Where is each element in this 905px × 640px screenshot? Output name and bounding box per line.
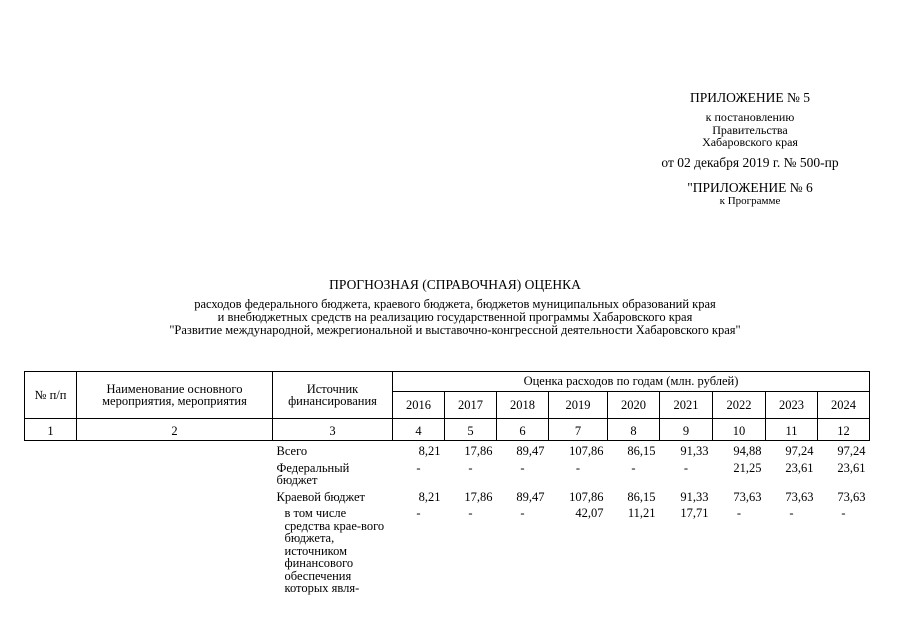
appendix-title: ПРИЛОЖЕНИЕ № 5 (689, 90, 811, 105)
column-number: 5 (445, 419, 497, 441)
header-name: Наименование основного мероприятия, мероприятия (77, 372, 273, 419)
source-cell: Всего (276, 444, 308, 458)
header-year: 2020 (608, 392, 660, 419)
value-cell: - (631, 460, 636, 475)
value-cell: - (468, 460, 473, 475)
appendix-line-3: Хабаровского края (702, 135, 798, 149)
value-cell: - (683, 460, 689, 475)
document-title: ПРОГНОЗНАЯ (СПРАВОЧНАЯ) ОЦЕНКА (329, 277, 581, 292)
value-cell: 86,15 (627, 444, 656, 458)
value-cell: 17,71 (680, 506, 709, 520)
value-cell: 107,86 (569, 444, 604, 458)
value-cell: 8,21 (418, 444, 441, 458)
value-cell: - (736, 506, 742, 520)
column-number: 8 (608, 419, 660, 441)
value-cell: 94,88 (733, 444, 762, 458)
column-number: 3 (273, 419, 393, 441)
header-year: 2016 (393, 392, 445, 419)
value-cell: - (520, 460, 525, 475)
value-cell: 17,86 (464, 489, 493, 504)
value-cell: - (841, 506, 846, 520)
header-year: 2023 (766, 392, 818, 419)
appendix-line-2: Правительства (712, 122, 788, 137)
value-cell: 23,61 (837, 460, 866, 475)
document-subtitle-1: расходов федерального бюджета, краевого бюджета, бюджетов муниципальных образований края (194, 297, 716, 311)
value-cell: 8,21 (418, 489, 441, 504)
value-cell: 86,15 (627, 489, 656, 504)
header-num: № п/п (25, 372, 77, 419)
header-estimate: Оценка расходов по годам (млн. рублей) (393, 372, 870, 392)
column-number: 1 (25, 419, 77, 441)
value-cell: 89,47 (516, 444, 545, 458)
value-cell: 91,33 (680, 489, 709, 504)
appendix-date: от 02 декабря 2019 г. № 500-пр (661, 154, 839, 170)
column-number: 9 (660, 419, 713, 441)
column-number: 12 (818, 419, 870, 441)
value-cell: - (416, 506, 421, 520)
appendix-line-1: к постановлению (705, 110, 795, 124)
value-cell: - (520, 506, 525, 520)
header-year: 2017 (445, 392, 497, 419)
value-cell: 73,63 (837, 489, 866, 504)
column-number: 11 (766, 419, 818, 441)
value-cell: 42,07 (575, 506, 604, 520)
value-cell: 73,63 (785, 489, 814, 504)
document-heading (40, 277, 870, 337)
value-cell: 73,63 (733, 489, 762, 504)
header-year: 2024 (818, 392, 870, 419)
inner-appendix-title: "ПРИЛОЖЕНИЕ № 6 (687, 179, 813, 195)
value-cell: 97,24 (837, 444, 866, 458)
value-cell: 23,61 (785, 460, 814, 475)
table-row (25, 458, 870, 487)
value-cell: 11,21 (627, 506, 656, 520)
appendix-block (620, 90, 880, 207)
value-cell: - (789, 506, 794, 520)
value-cell: - (416, 460, 421, 475)
column-number: 6 (497, 419, 549, 441)
table-row (25, 503, 870, 595)
value-cell: 17,86 (464, 444, 493, 458)
value-cell: 89,47 (516, 489, 545, 504)
column-number: 10 (713, 419, 766, 441)
header-year: 2018 (497, 392, 549, 419)
value-cell: 97,24 (785, 444, 814, 458)
source-cell: Краевой бюджет (276, 489, 365, 504)
column-number: 2 (77, 419, 273, 441)
source-cell: в том числе средства крае-вого бюджета, источником финансового обеспечения которых явля- (284, 506, 385, 595)
value-cell: - (575, 460, 581, 475)
column-number-row (25, 419, 870, 441)
header-year: 2019 (549, 392, 608, 419)
expenditure-table (24, 371, 870, 595)
column-number: 7 (549, 419, 608, 441)
table-row (25, 487, 870, 504)
source-cell: Федеральный бюджет (276, 460, 350, 487)
value-cell: 21,25 (733, 460, 762, 475)
inner-appendix-sub: к Программе (719, 194, 781, 207)
document-subtitle-2: и внебюджетных средств на реализацию государственной программы Хабаровского края (217, 310, 693, 324)
value-cell: 107,86 (569, 489, 604, 504)
header-year: 2021 (660, 392, 713, 419)
value-cell: 91,33 (680, 444, 709, 458)
header-year: 2022 (713, 392, 766, 419)
document-subtitle-3: "Развитие международной, межрегиональной и выставочно-конгрессной деятельности Хабаровского края" (169, 323, 741, 337)
value-cell: - (468, 506, 473, 520)
table-row (25, 441, 870, 458)
column-number: 4 (393, 419, 445, 441)
header-source: Источник финансирования (273, 372, 393, 419)
